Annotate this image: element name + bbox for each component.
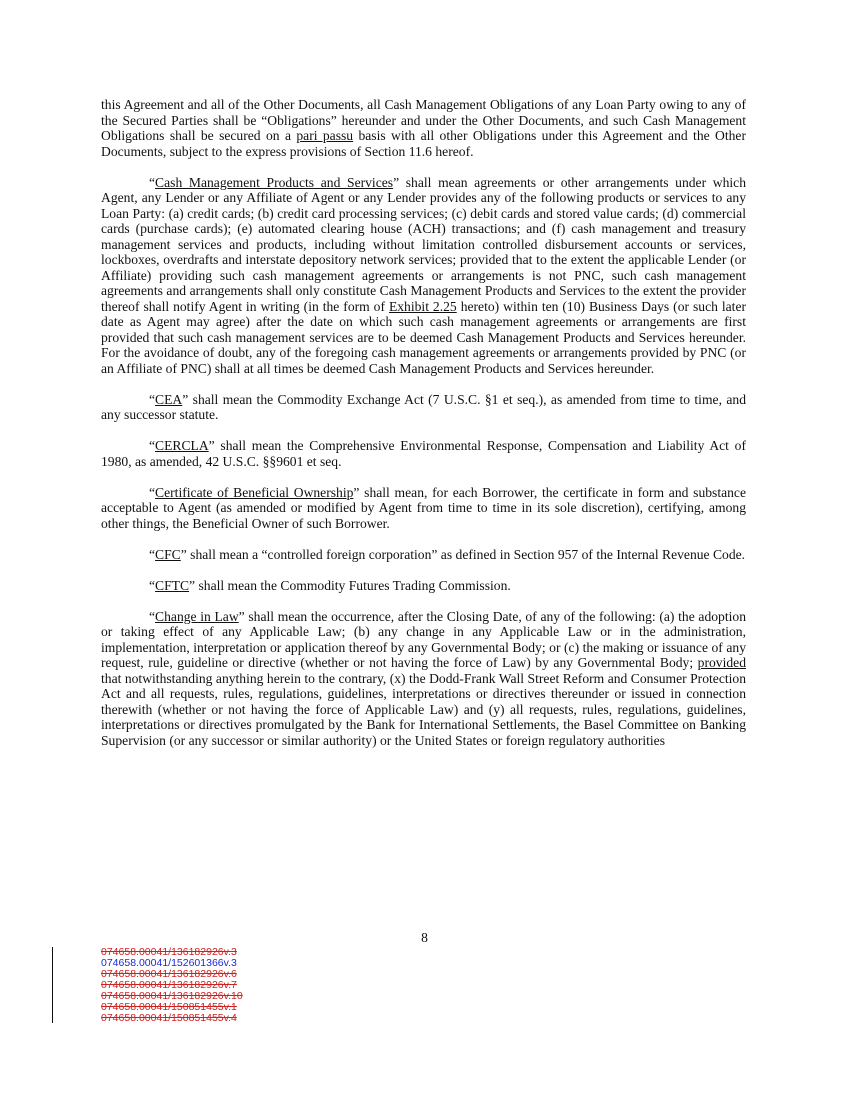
definition-cea: “CEA” shall mean the Commodity Exchange Act (7 U.S.C. §1 et seq.), as amended from time to time, and any successor statute. bbox=[101, 391, 746, 422]
definition-change-in-law: “Change in Law” shall mean the occurrence, after the Closing Date, of any of the following: (a) the adoption or taking effect of any Applicable Law; (b) any change in any Applicable Law or in the administration, implementation, interpretation or application thereof by any Governmental Body; or (c) the making or issuance of any request, rule, guideline or directive (whether or not having the force of Law) by any Governmental Body; provided that notwithstanding anything herein to the contrary, (x) the Dodd-Frank Wall Street Reform and Consumer Protection Act and all requests, rules, regulations, guidelines, interpretations or directives thereunder or issued in connection therewith (whether or not having the force of Applicable Law) and (y) all requests, rules, regulations, guidelines, interpretations or directives promulgated by the Bank for International Settlements, the Basel Committee on Banking Supervision (or any successor or similar authority) or the United States or foreign regulatory authorities bbox=[101, 608, 746, 748]
document-id-footer bbox=[52, 947, 243, 1023]
doc-id-deleted: 074658.00041/150851455v.1 bbox=[101, 1001, 237, 1013]
doc-id-deleted: 074658.00041/136182926v.10 bbox=[101, 990, 243, 1002]
document-body bbox=[101, 97, 746, 748]
defined-term: CEA bbox=[155, 391, 183, 407]
paragraph-obligations-continued: this Agreement and all of the Other Documents, all Cash Management Obligations of any Loan Party owing to any of the Secured Parties shall be “Obligations” hereunder and under the Other Documents, and such Cash Management Obligations shall be secured on a pari passu basis with all other Obligations under this Agreement and the Other Documents, subject to the express provisions of Section 11.6 hereof. bbox=[101, 97, 746, 159]
defined-term: Cash Management Products and Services bbox=[155, 174, 394, 190]
definition-certificate-beneficial-ownership: “Certificate of Beneficial Ownership” shall mean, for each Borrower, the certificate in form and substance acceptable to Agent (as amended or modified by Agent from time to time in its sole discretion), certifying, among other things, the Beneficial Owner of such Borrower. bbox=[101, 484, 746, 531]
definition-cash-management-products: “Cash Management Products and Services” shall mean agreements or other arrangements under which Agent, any Lender or any Affiliate of Agent or any Lender provides any of the following products or services to any Loan Party: (a) credit cards; (b) credit card processing services; (c) debit cards and stored value cards; (d) commercial cards (purchase cards); (e) automated clearing house (ACH) transactions; and (f) cash management and treasury management services and products, including without limitation controlled disbursement accounts or services, lockboxes, overdrafts and interstate depository network services; provided that to the extent the applicable Lender (or Affiliate) providing such cash management agreements or arrangements is not PNC, such cash management agreements and arrangements shall only constitute Cash Management Products and Services to the extent the provider thereof shall notify Agent in writing (in the form of Exhibit 2.25 hereto) within ten (10) Business Days (or such later date as Agent may agree) after the date on which such cash management agreements or arrangements are first provided that such cash management services are to be deemed Cash Management Products and Services hereunder. For the avoidance of doubt, any of the foregoing cash management agreements or arrangements provided by PNC (or an Affiliate of PNC) shall at all times be deemed Cash Management Products and Services hereunder. bbox=[101, 174, 747, 376]
defined-term: CERCLA bbox=[155, 438, 209, 453]
definition-cercla: “CERCLA” shall mean the Comprehensive Environmental Response, Compensation and Liability Act of 1980, as amended, 42 U.S.C. §§9601 et seq. bbox=[101, 438, 746, 469]
defined-term: CFC bbox=[155, 546, 181, 562]
defined-term: Certificate of Beneficial Ownership bbox=[155, 484, 354, 500]
definition-cfc: “CFC” shall mean a “controlled foreign corporation” as defined in Section 957 of the Internal Revenue Code. bbox=[149, 546, 746, 562]
doc-id-deleted: 074658.00041/136182926v.3 bbox=[101, 946, 237, 958]
definition-cftc: “CFTC” shall mean the Commodity Futures Trading Commission. bbox=[149, 577, 511, 593]
doc-id-deleted: 074658.00041/150851455v.4 bbox=[101, 1012, 237, 1024]
proviso-term: provided bbox=[697, 655, 746, 670]
defined-term: CFTC bbox=[155, 577, 190, 593]
page-number: 8 bbox=[421, 930, 428, 945]
doc-id-current: 074658.00041/152601366v.3 bbox=[101, 957, 237, 969]
doc-id-deleted: 074658.00041/136182926v.7 bbox=[101, 979, 237, 991]
doc-id-deleted: 074658.00041/136182926v.6 bbox=[101, 968, 237, 980]
exhibit-reference: Exhibit 2.25 bbox=[388, 298, 457, 314]
defined-term: Change in Law bbox=[155, 608, 239, 624]
